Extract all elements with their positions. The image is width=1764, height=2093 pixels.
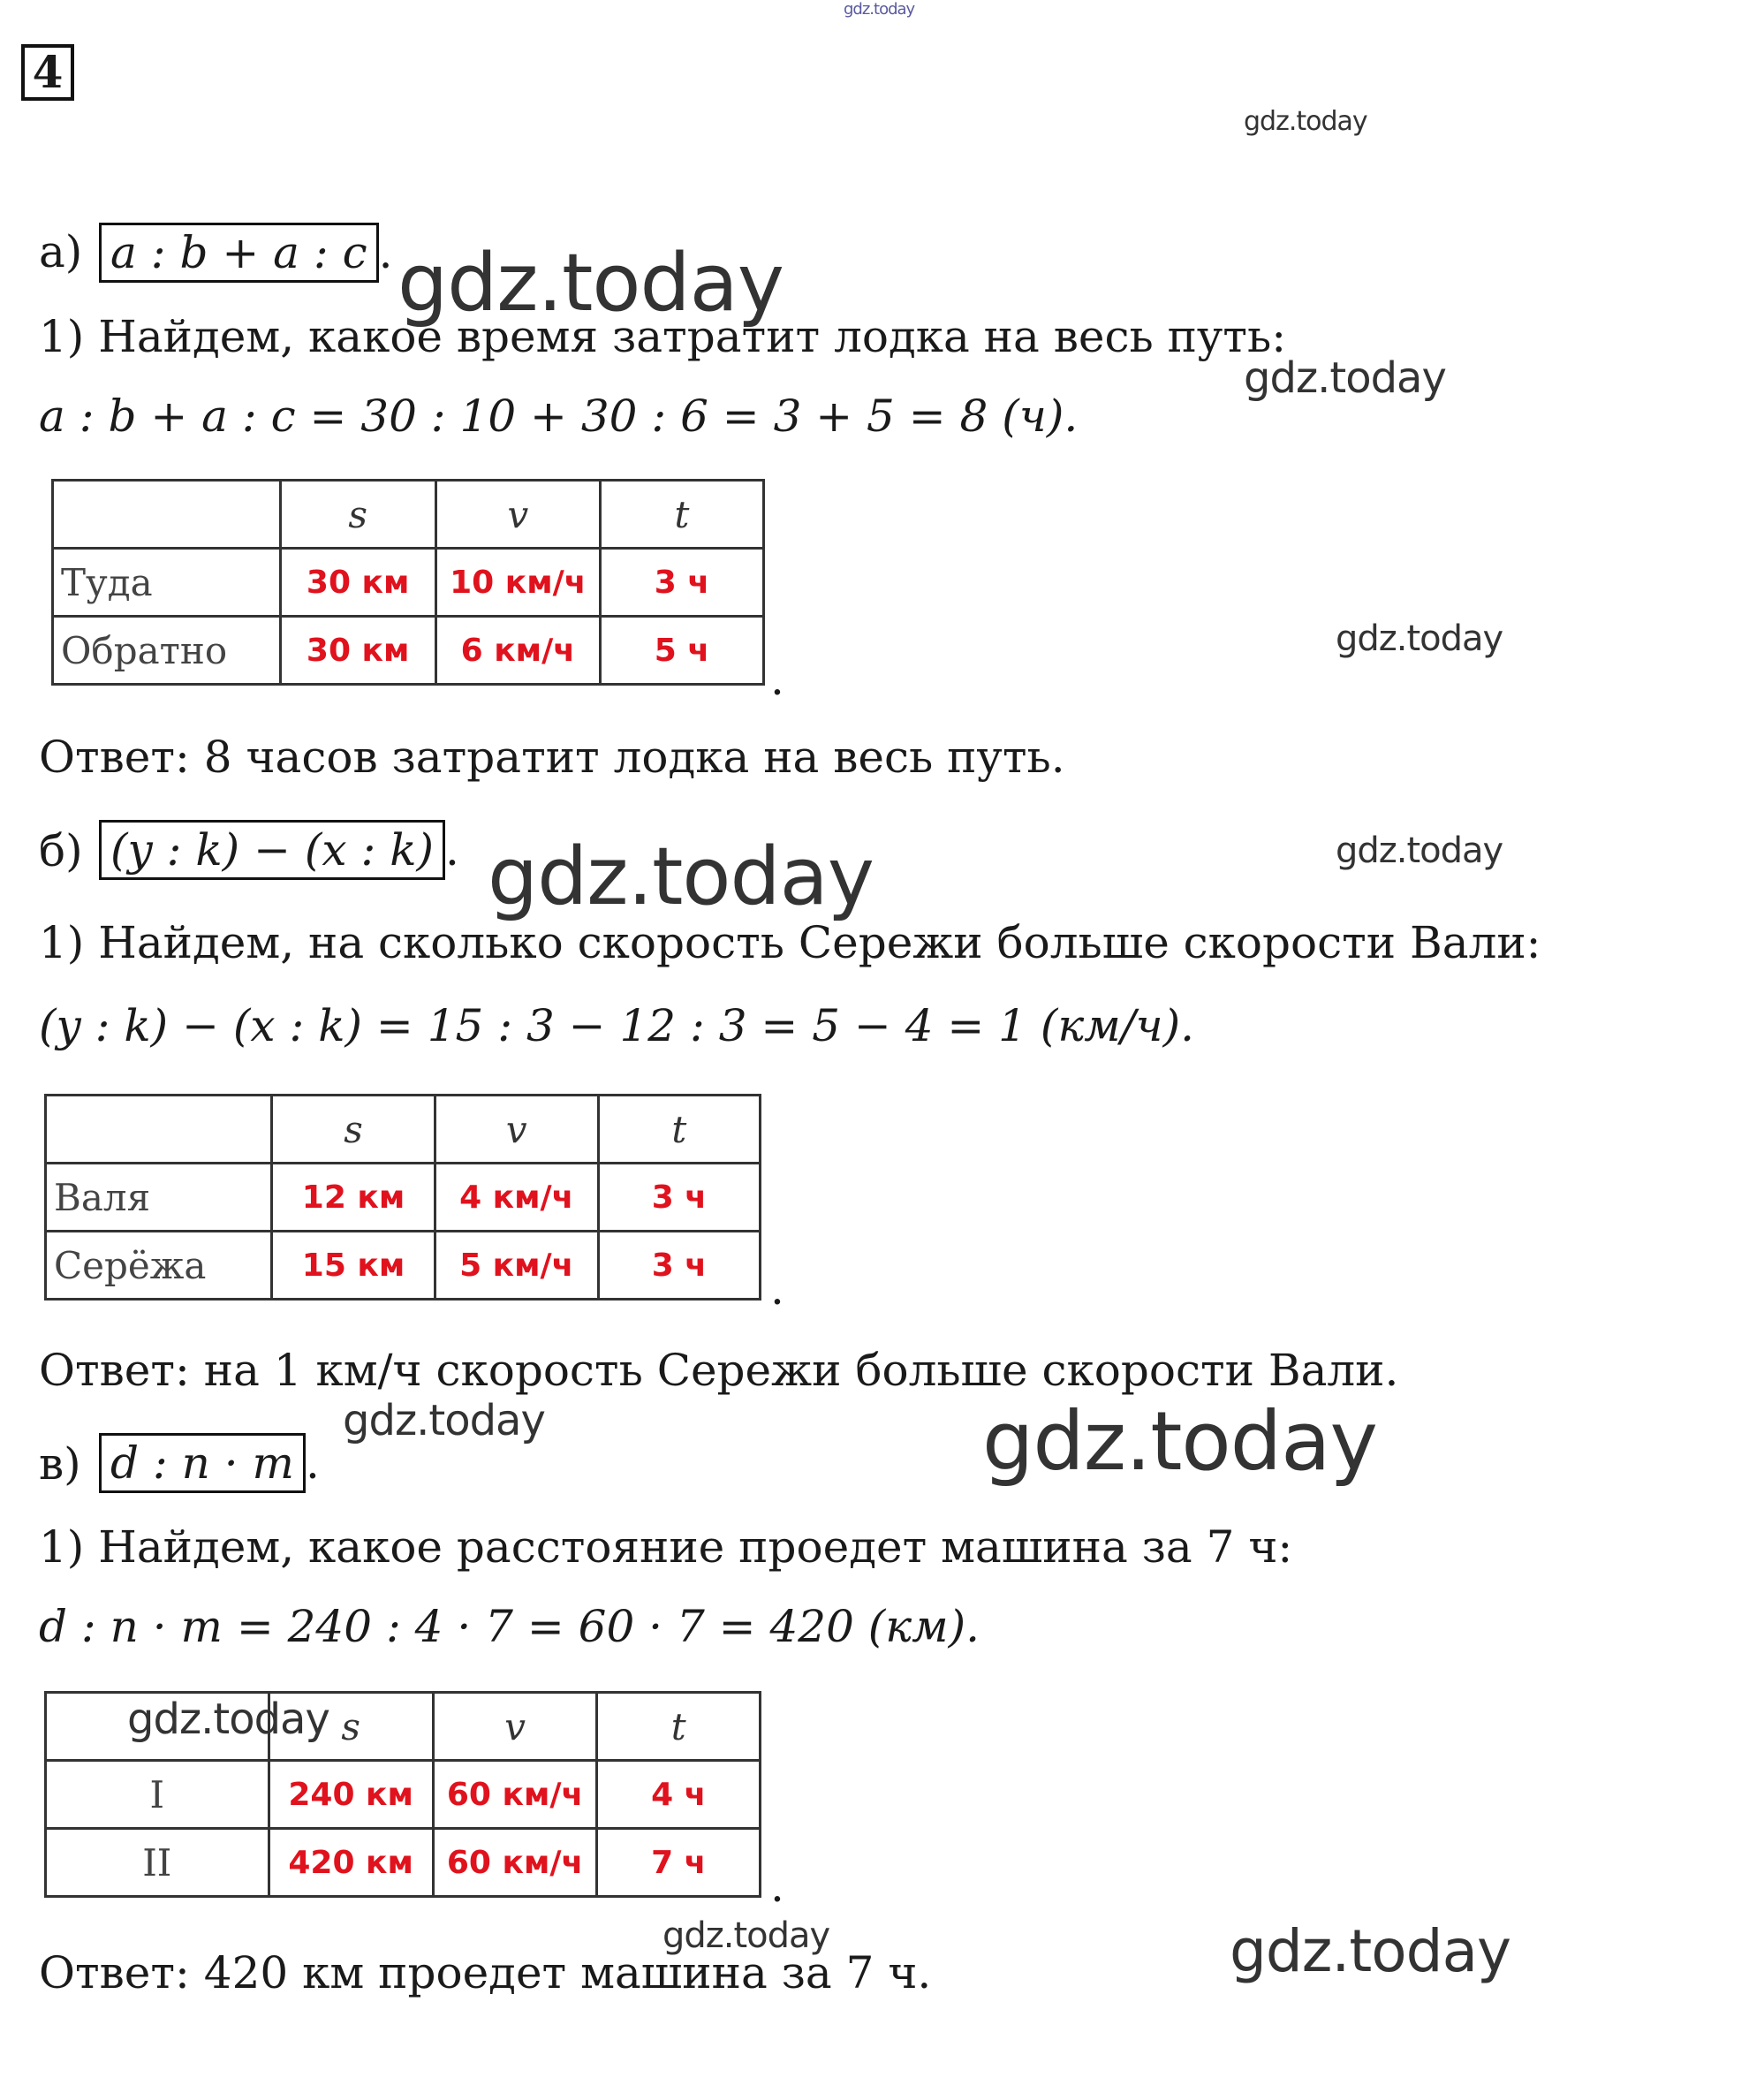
- cell-v: 6 км/ч: [435, 617, 600, 685]
- watermark: gdz.today: [1244, 353, 1446, 403]
- row-name: I: [46, 1761, 269, 1829]
- table-row: [53, 617, 764, 685]
- cell-s: 240 км: [269, 1761, 433, 1829]
- part-b-formula: (y : k) − (x : k): [99, 820, 445, 880]
- cell-v: 4 км/ч: [435, 1164, 598, 1232]
- cell-s: 30 км: [280, 549, 435, 617]
- cell-s: 30 км: [280, 617, 435, 685]
- table-row: [46, 1232, 761, 1300]
- cell-s: 15 км: [272, 1232, 435, 1300]
- cell-t: 3 ч: [600, 549, 763, 617]
- watermark-top: gdz.today: [844, 0, 915, 19]
- part-a-answer: Ответ: 8 часов затратит лодка на весь путь.: [39, 732, 1065, 783]
- part-a-step: 1) Найдем, какое время затратит лодка на весь путь:: [39, 311, 1287, 362]
- table-header-v: v: [433, 1693, 597, 1761]
- period: .: [770, 1263, 784, 1315]
- part-a-formula-box: [99, 223, 392, 283]
- problem-number: 4: [21, 44, 74, 101]
- part-b-label: б): [39, 825, 83, 876]
- cell-s: 12 км: [272, 1164, 435, 1232]
- watermark: gdz.today: [982, 1394, 1377, 1489]
- row-name: Серёжа: [46, 1232, 272, 1300]
- row-name: Туда: [53, 549, 281, 617]
- part-a-table: [51, 479, 765, 686]
- watermark: gdz.today: [488, 830, 874, 923]
- cell-t: 3 ч: [598, 1164, 760, 1232]
- cell-v: 10 км/ч: [435, 549, 600, 617]
- part-b-table: [44, 1094, 761, 1301]
- part-c-formula: d : n · m: [99, 1433, 306, 1493]
- period: .: [305, 1437, 320, 1489]
- table-header-s: s: [269, 1693, 433, 1761]
- part-c-answer: Ответ: 420 км проедет машина за 7 ч.: [39, 1947, 932, 1998]
- table-header-t: t: [600, 481, 763, 549]
- table-header-t: t: [598, 1096, 760, 1164]
- cell-v: 5 км/ч: [435, 1232, 598, 1300]
- table-header-empty: [53, 481, 281, 549]
- table-row: [46, 1761, 761, 1829]
- watermark: gdz.today: [1336, 618, 1503, 659]
- table-header-empty: [46, 1096, 272, 1164]
- period: .: [770, 654, 784, 705]
- cell-t: 5 ч: [600, 617, 763, 685]
- part-a-calc: a : b + a : c = 30 : 10 + 30 : 6 = 3 + 5 = 8 (ч).: [39, 391, 1079, 442]
- part-b-step: 1) Найдем, на сколько скорость Сережи больше скорости Вали:: [39, 917, 1541, 968]
- table-header-s: s: [272, 1096, 435, 1164]
- cell-t: 3 ч: [598, 1232, 760, 1300]
- period: .: [378, 227, 393, 278]
- watermark: gdz.today: [343, 1396, 545, 1445]
- table-row: [46, 1829, 761, 1897]
- table-header-t: t: [597, 1693, 761, 1761]
- cell-v: 60 км/ч: [433, 1761, 597, 1829]
- part-b-calc: (y : k) − (x : k) = 15 : 3 − 12 : 3 = 5 − 4 = 1 (км/ч).: [39, 1000, 1195, 1051]
- watermark: gdz.today: [1244, 106, 1367, 137]
- part-a-formula: a : b + a : c: [99, 223, 379, 283]
- period: .: [445, 824, 459, 876]
- row-name: Обратно: [53, 617, 281, 685]
- table-row: [46, 1164, 761, 1232]
- part-c-step: 1) Найдем, какое расстояние проедет машина за 7 ч:: [39, 1521, 1293, 1573]
- cell-t: 4 ч: [597, 1761, 761, 1829]
- table-header-s: s: [280, 481, 435, 549]
- table-row: [53, 549, 764, 617]
- part-c-formula-box: [99, 1433, 320, 1493]
- table-header-v: v: [435, 1096, 598, 1164]
- watermark: gdz.today: [662, 1915, 830, 1956]
- part-b-formula-box: [99, 820, 459, 880]
- cell-t: 7 ч: [597, 1829, 761, 1897]
- watermark: gdz.today: [1230, 1917, 1511, 1985]
- part-b-answer: Ответ: на 1 км/ч скорость Сережи больше скорости Вали.: [39, 1345, 1399, 1396]
- part-c-label: в): [39, 1438, 81, 1490]
- table-header-v: v: [435, 481, 600, 549]
- row-name: II: [46, 1829, 269, 1897]
- part-c-calc: d : n · m = 240 : 4 · 7 = 60 · 7 = 420 (км).: [39, 1601, 980, 1652]
- watermark: gdz.today: [397, 237, 784, 330]
- cell-s: 420 км: [269, 1829, 433, 1897]
- watermark: gdz.today: [1336, 830, 1503, 871]
- part-a-label: а): [39, 226, 83, 277]
- cell-v: 60 км/ч: [433, 1829, 597, 1897]
- period: .: [770, 1861, 784, 1912]
- row-name: Валя: [46, 1164, 272, 1232]
- watermark: gdz.today: [127, 1695, 329, 1744]
